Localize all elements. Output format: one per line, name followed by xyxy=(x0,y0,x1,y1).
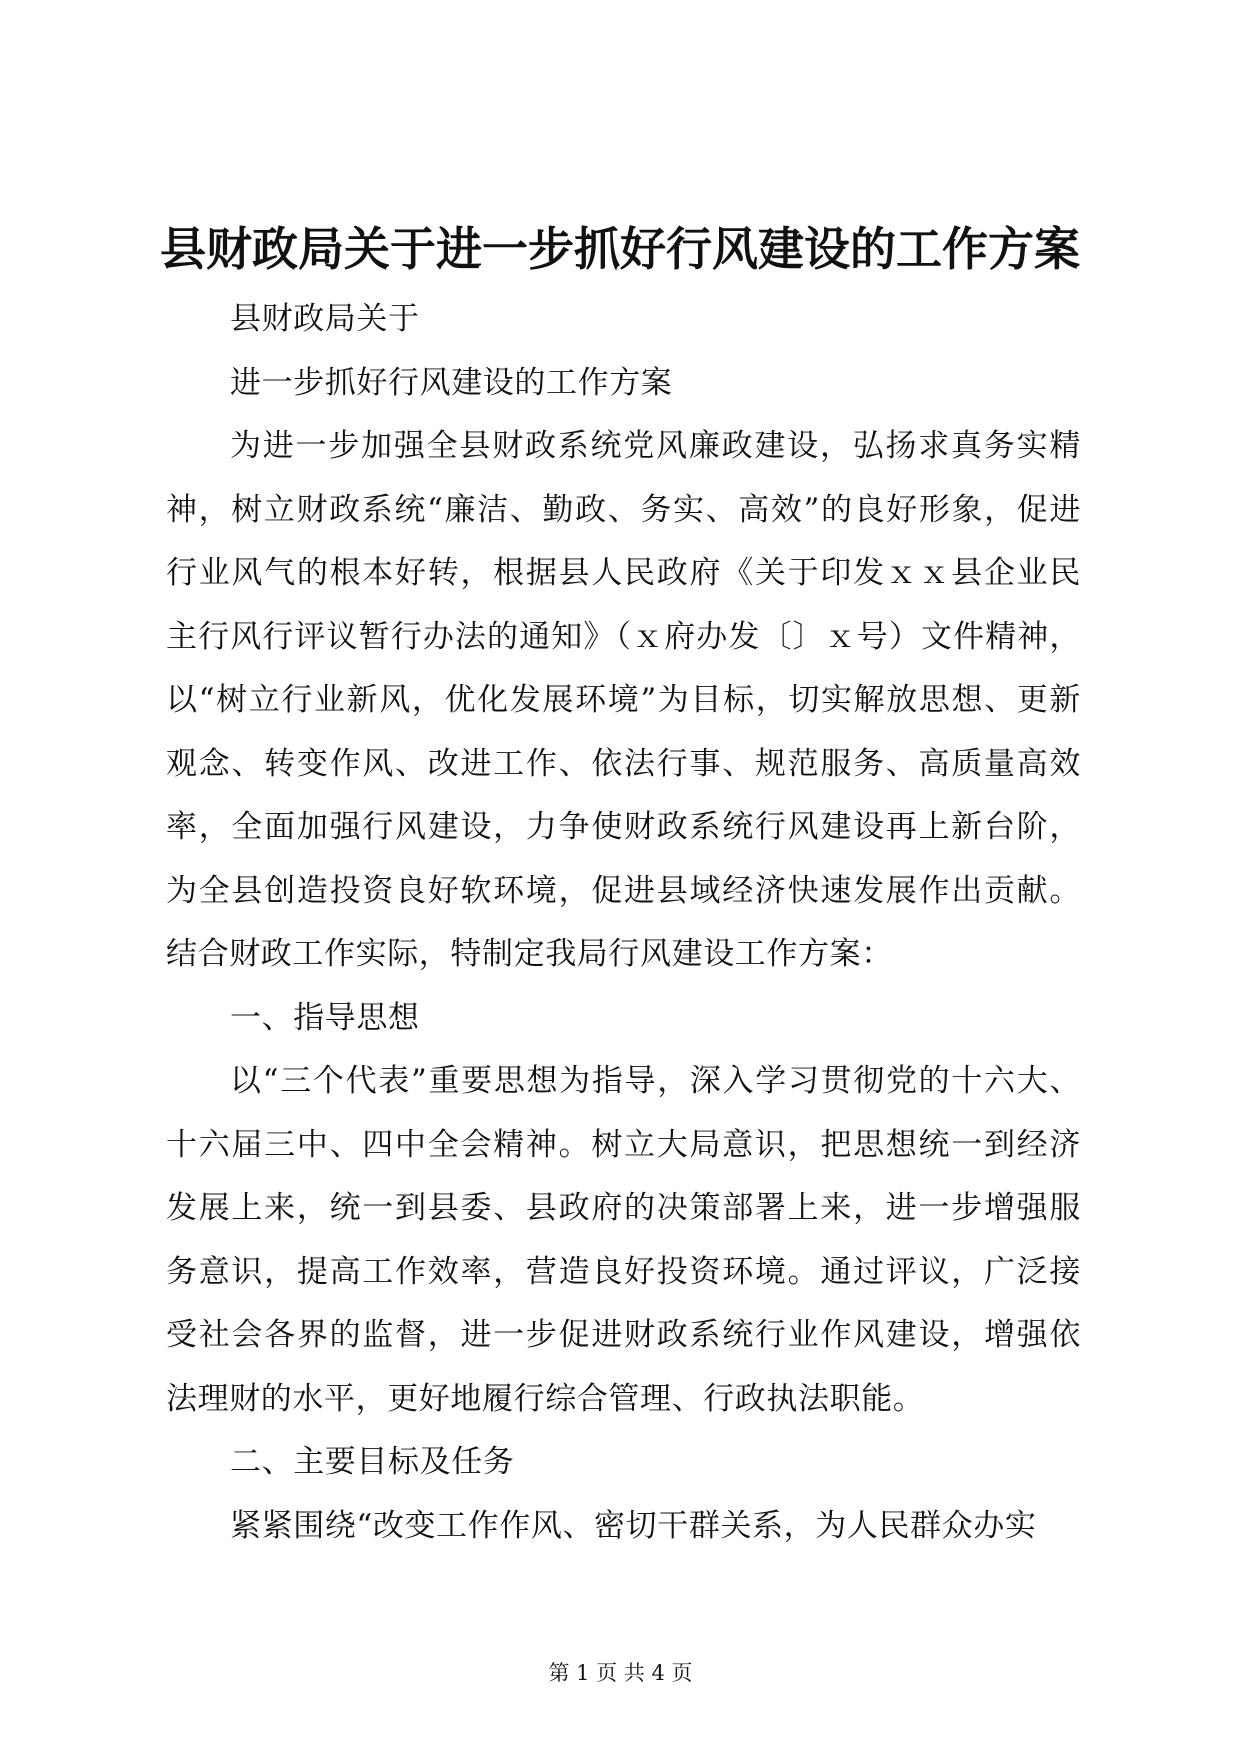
goals-tasks-paragraph: 紧紧围绕“改变工作作风、密切干群关系，为人民群众办实 xyxy=(230,1507,1037,1544)
page-number-footer: 第 1 页 共 4 页 xyxy=(548,1661,693,1685)
section-heading-goals-tasks: 二、主要目标及任务 xyxy=(230,1444,515,1480)
subtitle-line-2: 进一步抓好行风建设的工作方案 xyxy=(230,364,673,401)
subtitle-line-1: 县财政局关于 xyxy=(230,301,420,337)
page-title: 县财政局关于进一步抓好行风建设的工作方案 xyxy=(160,222,1080,276)
section-heading-guiding-thought: 一、指导思想 xyxy=(230,999,420,1036)
intro-paragraph: 为进一步加强全县财政系统党风廉政建设，弘扬求真务实精神，树立财政系统“廉洁、勤政、务实、高效”的良好形象，促进行业风气的根本好转，根据县人民政府《关于印发ｘｘ县企业民主行风行评议暂行办法的通知》（ｘ府办发〔〕ｘ号）文件精神，以“树立行业新风，优化发展环境”为目标，切实解放思想、更新观念、转变作风、改进工作、依法行事、规范服务、高质量高效率，全面加强行风建设，力争使财政系统行风建设再上新台阶，为全县创造投资良好软环境，促进县域经济快速发展作出贡献。结合财政工作实际，特制定我局行风建设工作方案： xyxy=(166,428,1081,972)
guiding-thought-paragraph: 以“三个代表”重要思想为指导，深入学习贯彻党的十六大、十六届三中、四中全会精神。树立大局意识，把思想统一到经济发展上来，统一到县委、县政府的决策部署上来，进一步增强服务意识，提高工作效率，营造良好投资环境。通过评议，广泛接受社会各界的监督，进一步促进财政系统行业作风建设，增强依法理财的水平，更好地履行综合管理、行政执法职能。 xyxy=(166,1063,1081,1417)
document-body xyxy=(166,288,1081,1558)
